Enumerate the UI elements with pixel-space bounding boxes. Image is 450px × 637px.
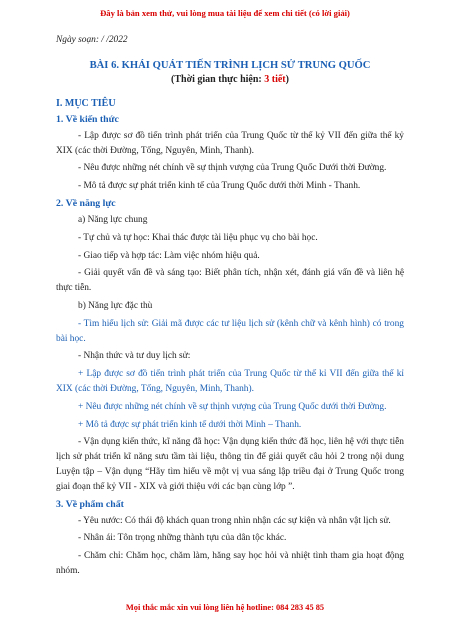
paragraph: - Giao tiếp và hợp tác: Làm việc nhóm hiệu quả. [78, 250, 260, 261]
paragraph: + Lập được sơ đồ tiến trình phát triển của Trung Quốc từ thế kỉ VII đến giữa thế kỉ XIX (các thời Đường, Tống, Nguyên, Minh, Thanh). [56, 369, 404, 394]
duration-suffix: ) [285, 73, 289, 85]
paragraph: - Vận dụng kiến thức, kĩ năng đã học: Vận dụng kiến thức đã học, liên hệ với thực tiễn lịch sử phát triển kĩ năng sưu tầm tài liệu, thông tin để giải quyết câu hỏi 2 trong nội dung Luyện tập – Vận dụng “Hãy tìm hiểu về một vị vua sáng lập triều đại ở Trung Quốc trong giai đoạn thế kỷ VII - XIX và giới thiệu với các bạn cùng lớp ”. [56, 437, 404, 492]
subheading-qualities: 3. Về phẩm chất [56, 498, 124, 510]
paragraph: - Giải quyết vấn đề và sáng tạo: Biết phân tích, nhận xét, đánh giá vấn đề và liên hệ thực tiễn. [56, 268, 404, 294]
subheading-knowledge: 1. Về kiến thức [56, 113, 119, 125]
date-line: Ngày soạn: / /2022 [56, 35, 128, 45]
paragraph: - Nêu được những nét chính về sự thịnh vượng của Trung Quốc Dưới thời Đường. [78, 163, 387, 174]
preview-banner: Đây là bản xem thử, vui lòng mua tài liệu để xem chi tiết (có lời giải) [100, 8, 350, 18]
subheading-competence: 2. Về năng lực [56, 197, 116, 209]
paragraph: - Nhận thức và tư duy lịch sử: [78, 351, 191, 362]
paragraph: - Nhân ái: Tôn trọng những thành tựu của dân tộc khác. [78, 533, 287, 544]
paragraph: a) Năng lực chung [78, 214, 148, 225]
paragraph: - Lập được sơ đồ tiến trình phát triển của Trung Quốc từ thế kỷ VII đến giữa thế kỷ XIX (các thời Đường, Tống, Nguyên, Minh, Thanh). [56, 130, 404, 156]
paragraph: + Nêu được những nét chính về sự thịnh vượng của Trung Quốc dưới thời Đường. [78, 401, 387, 412]
lesson-title: BÀI 6. KHÁI QUÁT TIẾN TRÌNH LỊCH SỬ TRUNG QUỐC [89, 59, 371, 71]
paragraph: - Chăm chỉ: Chăm học, chăm làm, hăng say học hỏi và nhiệt tình tham gia hoạt động nhóm. [56, 551, 404, 576]
paragraph: b) Năng lực đặc thù [78, 300, 153, 311]
duration-prefix: (Thời gian thực hiện: [171, 73, 265, 85]
paragraph: - Yêu nước: Có thái độ khách quan trong nhìn nhận các sự kiện và nhân vật lịch sử. [78, 515, 391, 526]
lesson-duration [56, 73, 404, 87]
paragraph: - Tự chủ và tự học: Khai thác được tài liệu phục vụ cho bài học. [78, 232, 318, 243]
document-body [56, 33, 404, 582]
section-heading-objectives: I. MỤC TIÊU [56, 97, 116, 109]
paragraph: - Mô tả được sự phát triển kinh tế của Trung Quốc dưới thời Minh - Thanh. [78, 181, 361, 192]
hotline-banner: Mọi thắc mắc xin vui lòng liên hệ hotline: 084 283 45 85 [125, 603, 325, 612]
paragraph: + Mô tả được sự phát triển kinh tế dưới thời Minh – Thanh. [78, 419, 302, 430]
paragraph: - Tìm hiểu lịch sử: Giải mã được các tư liệu lịch sử (kênh chữ và kênh hình) có trong bài học. [56, 318, 404, 344]
duration-value: 3 tiết [264, 73, 286, 85]
